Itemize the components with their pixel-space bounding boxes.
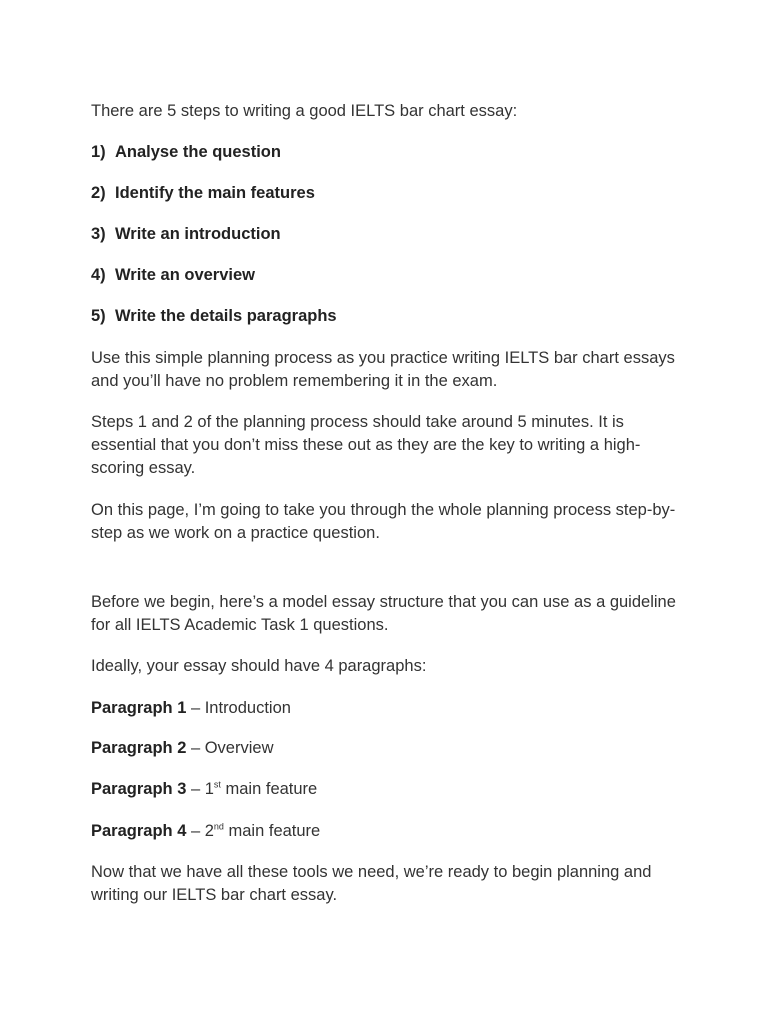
step-number: 1) xyxy=(91,143,106,161)
practice-paragraph: Use this simple planning process as you practice writing IELTS bar chart essays and you’ll have no problem remembering it in the exam. xyxy=(91,349,675,390)
paragraph-4-line xyxy=(91,820,681,843)
intro-text: There are 5 steps to writing a good IELTS bar chart essay: xyxy=(91,102,518,120)
steps-timing-paragraph: Steps 1 and 2 of the planning process should take around 5 minutes. It is essential that you don’t miss these out as they are the key to writing a high-scoring essay. xyxy=(91,413,641,477)
step-number: 2) xyxy=(91,184,106,202)
step-text: Write an introduction xyxy=(115,225,281,243)
step-1 xyxy=(91,141,681,164)
paragraph-label: Paragraph 1 xyxy=(91,699,187,717)
paragraph-3-line xyxy=(91,778,681,801)
closing-paragraph: Now that we have all these tools we need, we’re ready to begin planning and writing our IELTS bar chart essay. xyxy=(91,863,652,904)
step-number: 3) xyxy=(91,225,106,243)
paragraph-2-line xyxy=(91,737,681,760)
step-5 xyxy=(91,305,681,328)
paragraph-suffix: main feature xyxy=(220,780,318,798)
paragraph-prefix: – 1 xyxy=(186,780,214,798)
document-page xyxy=(91,0,691,1024)
step-text: Identify the main features xyxy=(115,184,315,202)
step-text: Write the details paragraphs xyxy=(115,307,337,325)
step-number: 5) xyxy=(91,307,106,325)
step-3 xyxy=(91,223,681,246)
paragraph-label: Paragraph 2 xyxy=(91,739,187,757)
paragraph-prefix: – 2 xyxy=(186,822,214,840)
step-text: Write an overview xyxy=(115,266,256,284)
ordinal-suffix: nd xyxy=(213,821,224,832)
paragraph-suffix: main feature xyxy=(223,822,321,840)
before-begin-paragraph: Before we begin, here’s a model essay structure that you can use as a guideline for all IELTS Academic Task 1 questions. xyxy=(91,593,676,634)
step-text: Analyse the question xyxy=(115,143,281,161)
ideally-paragraph: Ideally, your essay should have 4 paragraphs: xyxy=(91,657,427,675)
step-4 xyxy=(91,264,681,287)
paragraph-desc: – Overview xyxy=(186,739,274,757)
paragraph-label: Paragraph 3 xyxy=(91,780,187,798)
paragraph-desc: – Introduction xyxy=(186,699,291,717)
step-2 xyxy=(91,182,681,205)
page-intro-paragraph: On this page, I’m going to take you through the whole planning process step-by-step as we work on a practice question. xyxy=(91,501,676,542)
paragraph-label: Paragraph 4 xyxy=(91,822,187,840)
ordinal-suffix: st xyxy=(213,779,221,790)
paragraph-1-line xyxy=(91,697,681,720)
step-number: 4) xyxy=(91,266,106,284)
